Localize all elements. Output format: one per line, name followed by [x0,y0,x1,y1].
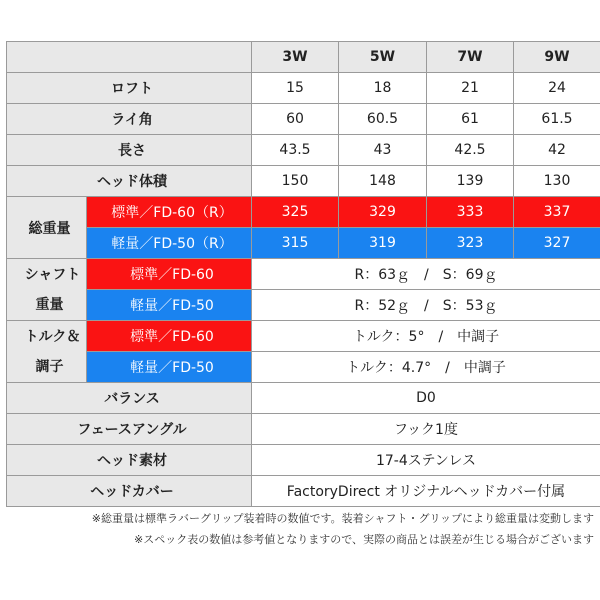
sub-label-standard: 標準／FD-60（R） [87,197,252,228]
cell-value: 15 [252,73,339,104]
sub-label-light: 軽量／FD-50（R） [87,228,252,259]
footnote: ※総重量は標準ラバーグリップ装着時の数値です。装着シャフト・グリップにより総重量は変動します [91,512,594,525]
footnote: ※スペック表の数値は参考値となりますので、実際の商品とは誤差が生じる場合がございます [134,533,594,546]
row-torque-standard [7,321,600,352]
sub-label-standard: 標準／FD-60 [87,259,252,290]
col-header-3w: 3W [252,42,339,73]
header-row [7,42,600,73]
label-line: 調子 [35,358,64,375]
row-head-volume [7,166,600,197]
header-corner [7,42,252,73]
cell-value: FactoryDirect オリジナルヘッドカバー付属 [252,476,600,507]
row-shaft-weight-light [7,290,600,321]
col-header-5w: 5W [339,42,427,73]
sub-label-light: 軽量／FD-50 [87,290,252,321]
cell-value: 130 [514,166,600,197]
cell-value: 337 [514,197,600,228]
label-line: シャフト [24,266,81,283]
cell-value: R：52ｇ / S：53ｇ [252,290,600,321]
row-label-face-angle: フェースアングル [7,414,252,445]
cell-value: 323 [427,228,514,259]
cell-value: D0 [252,383,600,414]
row-head-material [7,445,600,476]
row-label-total-weight: 総重量 [7,197,87,259]
cell-value: 21 [427,73,514,104]
cell-value: 24 [514,73,600,104]
cell-value: 325 [252,197,339,228]
cell-value: 43 [339,135,427,166]
row-shaft-weight-standard [7,259,600,290]
spec-table [6,41,600,507]
cell-value: 60 [252,104,339,135]
label-line: トルク＆ [24,328,81,345]
row-label-lie: ライ角 [7,104,252,135]
row-label-head-volume: ヘッド体積 [7,166,252,197]
row-length [7,135,600,166]
row-balance [7,383,600,414]
row-label-head-cover: ヘッドカバー [7,476,252,507]
cell-value: 42 [514,135,600,166]
row-loft [7,73,600,104]
cell-value: 42.5 [427,135,514,166]
cell-value: 327 [514,228,600,259]
cell-value: 139 [427,166,514,197]
row-label-torque [7,321,87,383]
footnotes [92,508,594,550]
row-label-length: 長さ [7,135,252,166]
row-head-cover [7,476,600,507]
col-header-7w: 7W [427,42,514,73]
row-label-balance: バランス [7,383,252,414]
col-header-9w: 9W [514,42,600,73]
label-line: 重量 [35,296,64,313]
row-total-weight-light [7,228,600,259]
cell-value: 60.5 [339,104,427,135]
cell-value: 17-4ステンレス [252,445,600,476]
cell-value: 319 [339,228,427,259]
cell-value: 333 [427,197,514,228]
row-label-head-material: ヘッド素材 [7,445,252,476]
row-lie [7,104,600,135]
cell-value: トルク：4.7° / 中調子 [252,352,600,383]
cell-value: 61.5 [514,104,600,135]
row-face-angle [7,414,600,445]
cell-value: 43.5 [252,135,339,166]
cell-value: 329 [339,197,427,228]
sub-label-standard: 標準／FD-60 [87,321,252,352]
cell-value: 150 [252,166,339,197]
cell-value: 148 [339,166,427,197]
row-torque-light [7,352,600,383]
row-label-loft: ロフト [7,73,252,104]
row-label-shaft-weight [7,259,87,321]
row-total-weight-standard [7,197,600,228]
cell-value: フック1度 [252,414,600,445]
cell-value: 315 [252,228,339,259]
cell-value: 61 [427,104,514,135]
cell-value: 18 [339,73,427,104]
cell-value: トルク：5° / 中調子 [252,321,600,352]
sub-label-light: 軽量／FD-50 [87,352,252,383]
cell-value: R：63ｇ / S：69ｇ [252,259,600,290]
